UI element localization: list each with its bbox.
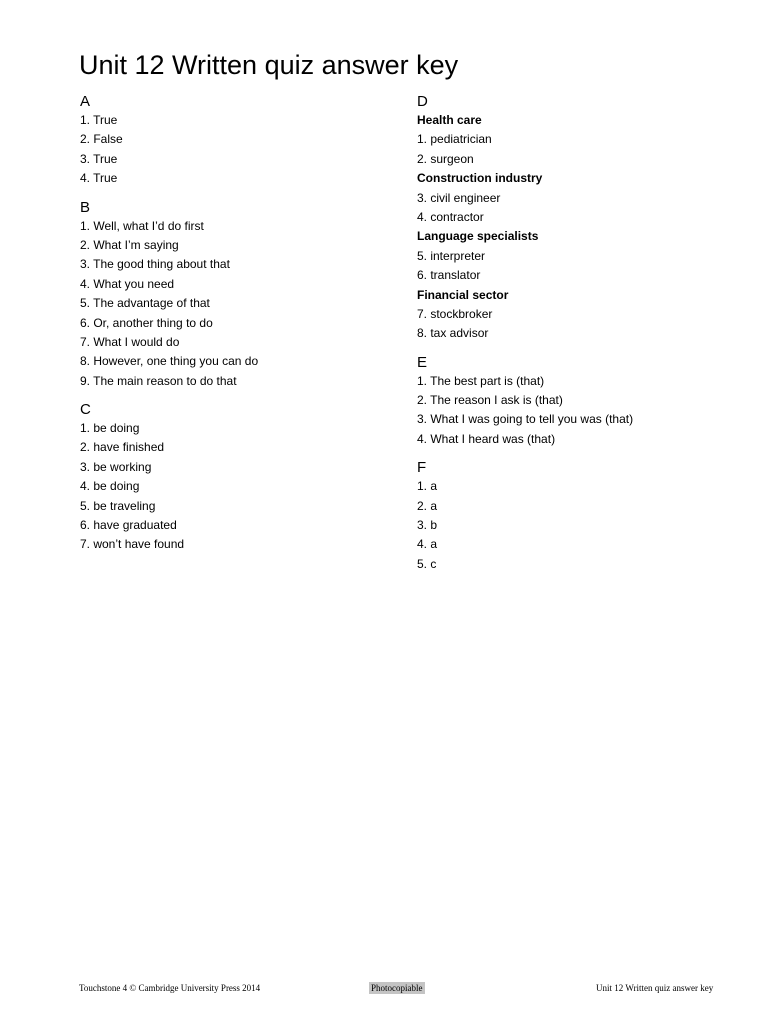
answer-item: 3. b	[417, 518, 438, 533]
answer-item: 5. c	[417, 556, 437, 571]
page-title: Unit 12 Written quiz answer key	[79, 50, 459, 80]
answer-item: 7. won’t have found	[80, 537, 185, 552]
answer-item: 2. surgeon	[417, 151, 474, 166]
group-heading: Health care	[417, 113, 482, 127]
answer-item: 3. True	[80, 151, 118, 166]
left-column	[80, 92, 400, 564]
answer-list	[417, 477, 737, 574]
group-heading: Financial sector	[417, 287, 509, 302]
footer-copyright: Touchstone 4 © Cambridge University Press 2014	[79, 983, 261, 993]
answer-item: 4. a	[417, 537, 438, 552]
section-a	[80, 92, 400, 189]
answer-item: 3. civil engineer	[417, 190, 501, 205]
footer-document-title: Unit 12 Written quiz answer key	[596, 983, 714, 993]
section-letter: C	[80, 401, 91, 419]
answer-list	[80, 111, 400, 189]
answer-item: 7. stockbroker	[417, 306, 493, 321]
answer-item: 5. The advantage of that	[80, 296, 210, 311]
section-letter: E	[417, 353, 428, 371]
answer-item: 1. pediatrician	[417, 132, 492, 147]
section-letter: F	[417, 459, 427, 477]
answer-item: 5. be traveling	[80, 498, 156, 513]
section-e	[417, 353, 737, 450]
answer-item: 4. contractor	[417, 209, 484, 224]
section-d	[417, 92, 737, 344]
answer-item: 8. However, one thing you can do	[80, 354, 259, 369]
section-letter: D	[417, 93, 428, 110]
answer-item: 2. have finished	[80, 440, 165, 455]
section-letter: A	[80, 93, 91, 110]
answer-item: 3. The good thing about that	[80, 257, 230, 272]
group-heading: Construction industry	[417, 171, 543, 186]
answer-item: 2. The reason I ask is (that)	[417, 393, 563, 408]
answer-item: 1. Well, what I’d do first	[80, 218, 204, 233]
answer-item: 4. What you need	[80, 276, 175, 291]
section-letter: B	[80, 198, 91, 216]
answer-item: 7. What I would do	[80, 334, 180, 349]
answer-item: 4. True	[80, 171, 118, 186]
answer-list	[417, 372, 737, 450]
answer-item: 3. be working	[80, 459, 152, 474]
answer-item: 1. The best part is (that)	[417, 373, 545, 388]
answer-item: 2. a	[417, 498, 438, 513]
answer-item: 2. False	[80, 132, 123, 147]
section-b	[80, 198, 400, 392]
answer-list	[80, 217, 400, 392]
page-footer	[0, 982, 768, 996]
section-f	[417, 458, 737, 574]
answer-item: 1. be doing	[80, 421, 140, 436]
answer-item: 2. What I’m saying	[80, 237, 179, 252]
answer-item: 5. interpreter	[417, 248, 486, 263]
group-heading: Language specialists	[417, 229, 539, 244]
answer-item: 8. tax advisor	[417, 326, 489, 341]
answer-item: 1. True	[80, 113, 118, 127]
answer-item: 6. have graduated	[80, 518, 177, 533]
answer-list	[417, 111, 737, 344]
answer-item: 4. be doing	[80, 479, 140, 494]
answer-list	[80, 419, 400, 555]
answer-item: 3. What I was going to tell you was (that)	[417, 412, 634, 427]
answer-item: 6. Or, another thing to do	[80, 315, 213, 330]
right-column	[417, 92, 737, 583]
answer-item: 4. What I heard was (that)	[417, 431, 556, 446]
footer-photocopiable-label: Photocopiable	[371, 983, 423, 993]
answer-item: 1. a	[417, 479, 438, 494]
answer-item: 6. translator	[417, 268, 481, 283]
section-c	[80, 400, 400, 555]
answer-item: 9. The main reason to do that	[80, 373, 237, 388]
